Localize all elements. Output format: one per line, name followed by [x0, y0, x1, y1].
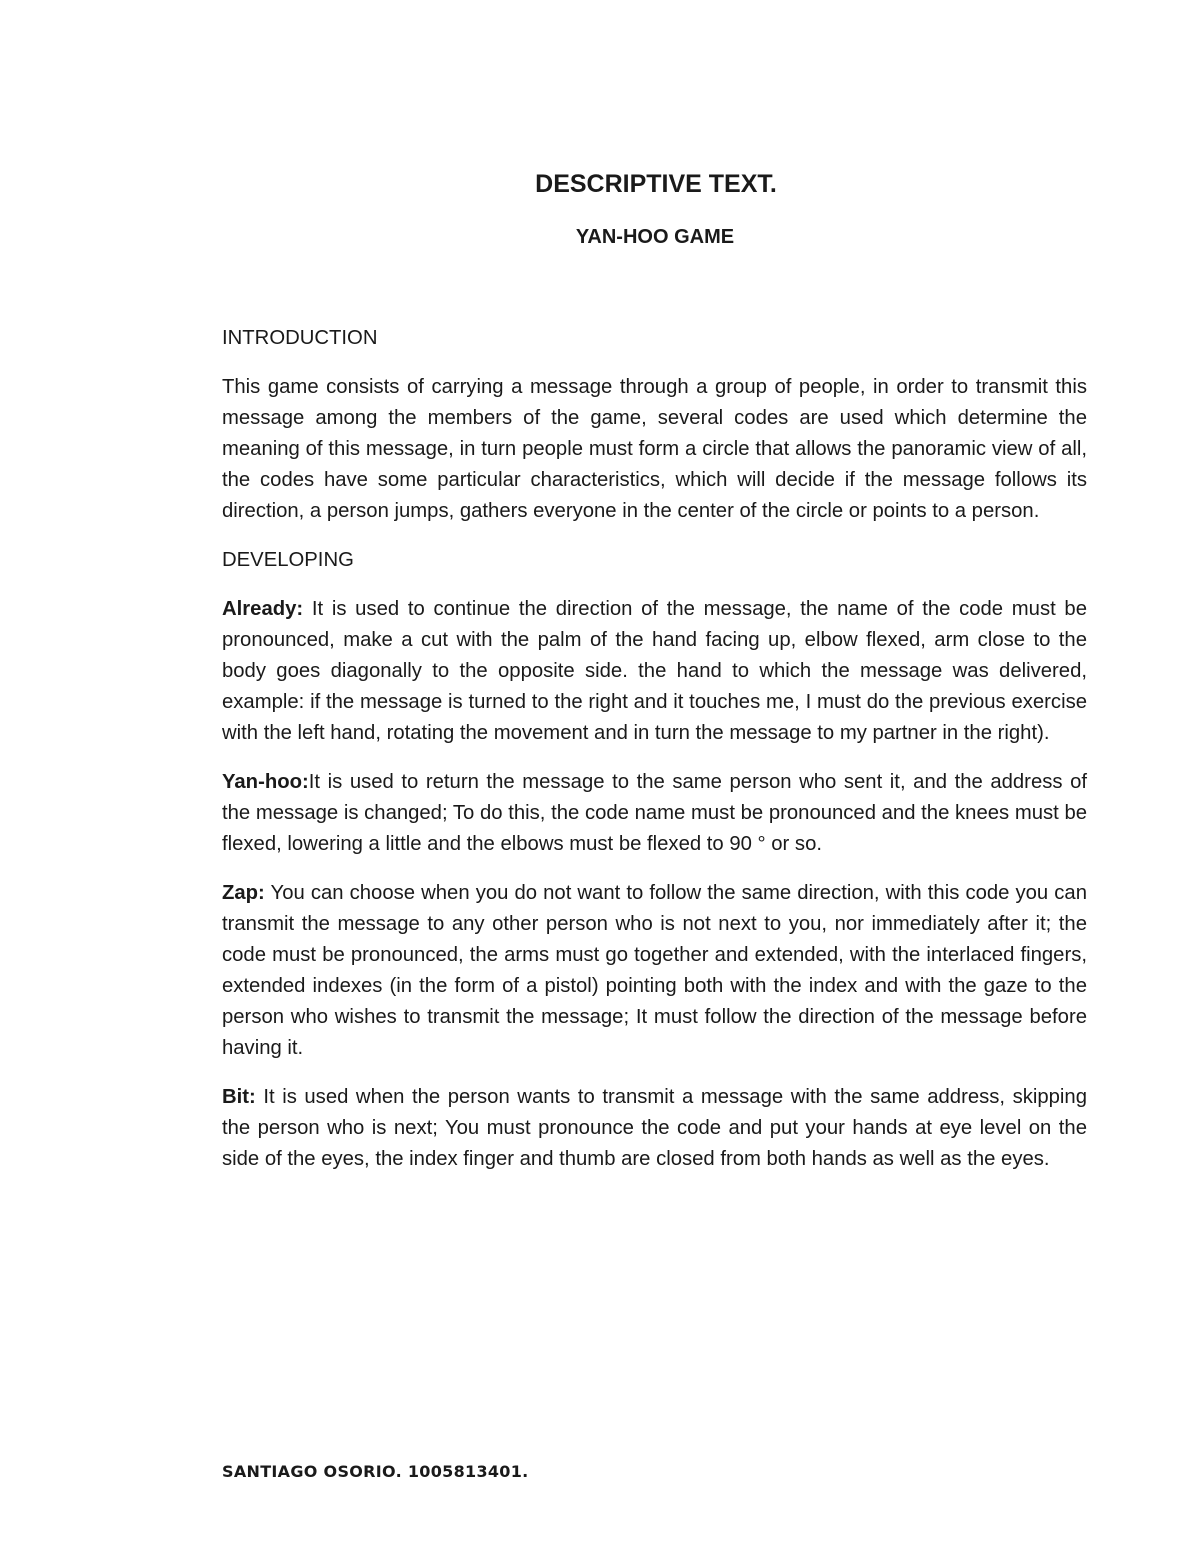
introduction-paragraph: This game consists of carrying a message through a group of people, in order to transmit this message among the members of the game, several codes are used which determine the meaning of this message, in turn people must form a circle that allows the panoramic view of all, the codes have some particular characteristics, which will decide if the message follows its direction, a person jumps, gathers everyone in the center of the circle or points to a person.	[222, 376, 1087, 522]
code-term-zap: Zap:	[222, 882, 265, 904]
code-term-yan-hoo: Yan-hoo:	[222, 771, 309, 793]
code-description-already: It is used to continue the direction of the message, the name of the code must be pronounced, make a cut with the palm of the hand facing up, elbow flexed, arm close to the body goes diagonally to the opposite side. the hand to which the message was delivered, example: if the message is turned to the right and it touches me, I must do the previous exercise with the left hand, rotating the movement and in turn the message to my partner in the right).	[222, 598, 1087, 744]
document-body	[222, 323, 1087, 1193]
code-already-paragraph	[222, 594, 1087, 749]
author-footer: SANTIAGO OSORIO. 1005813401.	[222, 1462, 529, 1481]
code-bit-paragraph	[222, 1082, 1087, 1175]
introduction-heading: INTRODUCTION	[222, 327, 378, 349]
document-title: DESCRIPTIVE TEXT.	[535, 170, 777, 198]
code-description-yan-hoo: It is used to return the message to the same person who sent it, and the address of the message is changed; To do this, the code name must be pronounced and the knees must be flexed, lowering a little and the elbows must be flexed to 90 ° or so.	[222, 771, 1087, 855]
code-term-already: Already:	[222, 598, 304, 620]
code-zap-paragraph	[222, 878, 1087, 1064]
code-description-bit: It is used when the person wants to transmit a message with the same address, skipping the person who is next; You must pronounce the code and put your hands at eye level on the side of the eyes, the index finger and thumb are closed from both hands as well as the eyes.	[222, 1086, 1087, 1170]
developing-heading: DEVELOPING	[222, 549, 354, 571]
code-term-bit: Bit:	[222, 1086, 256, 1108]
code-yan-hoo-paragraph	[222, 767, 1087, 860]
code-description-zap: You can choose when you do not want to follow the same direction, with this code you can transmit the message to any other person who is not next to you, nor immediately after it; the code must be pronounced, the arms must go together and extended, with the interlaced fingers, extended indexes (in the form of a pistol) pointing both with the index and with the gaze to the person who wishes to transmit the message; It must follow the direction of the message before having it.	[222, 882, 1087, 1059]
document-subtitle: YAN-HOO GAME	[575, 226, 735, 248]
